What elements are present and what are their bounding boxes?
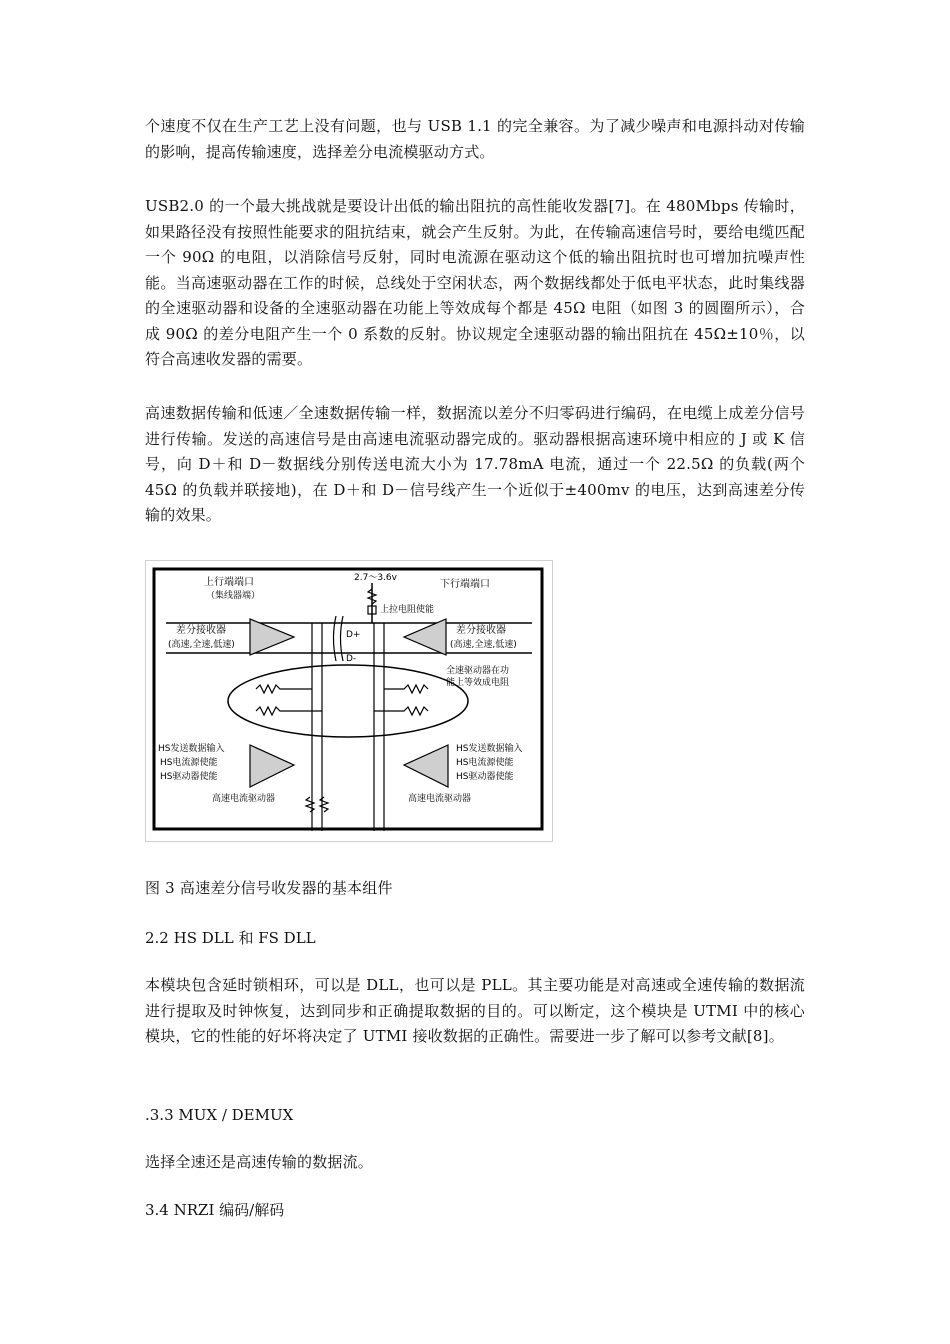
resistor-left-top	[256, 685, 312, 693]
resistor-right-bottom	[374, 707, 428, 715]
label-diff-rx-right-sub: (高速,全速,低速)	[450, 640, 517, 650]
diff-receiver-right	[404, 619, 446, 655]
label-hs-current-en-left: HS电流源使能	[160, 758, 218, 768]
section-heading-3-4: 3.4 NRZI 编码/解码	[145, 1201, 285, 1219]
label-hs-driver-en-left: HS驱动器使能	[160, 772, 218, 782]
section-heading-2-2: 2.2 HS DLL 和 FS DLL	[145, 929, 316, 947]
resistor-right-top	[384, 685, 428, 693]
label-hs-driver-right: 高速电流驱动器	[408, 794, 472, 804]
transceiver-diagram-svg	[146, 561, 552, 841]
diff-receiver-left	[250, 619, 294, 655]
paragraph-mux: 选择全速还是高速传输的数据流。	[145, 1153, 374, 1171]
label-upstream-sub: （集线器端）	[206, 591, 261, 601]
label-diff-rx-left-sub: (高速,全速,低速)	[168, 640, 235, 650]
label-diff-rx-left: 差分接收器	[176, 625, 226, 636]
label-diff-rx-right: 差分接收器	[456, 625, 506, 636]
figure-caption: 图 3 高速差分信号收发器的基本组件	[145, 879, 393, 897]
termination-left	[306, 797, 314, 812]
label-dplus: D+	[346, 630, 361, 640]
paragraph-dll: 本模块包含延时锁相环，可以是 DLL，也可以是 PLL。其主要功能是对高速或全速传输的数据流进行提取及时钟恢复，达到同步和正确提取数据的目的。可以断定，这个模块是 UTMI 中的核心模块，它的性能的好坏将决定了 UTMI 接收数据的正确性。需要进一步了解可以参考文献[8]。	[145, 976, 805, 1045]
label-hs-current-en-right: HS电流源使能	[456, 758, 514, 768]
paragraph-intro: 个速度不仅在生产工艺上没有问题，也与 USB 1.1 的完全兼容。为了减少噪声和电源抖动对传输的影响，提高传输速度，选择差分电流模驱动方式。	[145, 117, 805, 161]
label-hs-data-in-left: HS发送数据输入	[158, 744, 225, 754]
label-voltage: 2.7～3.6v	[354, 573, 397, 583]
paragraph-usb2-transceiver: USB2.0 的一个最大挑战就是要设计出低的输出阻抗的高性能收发器[7]。在 480Mbps 传输时，如果路径没有按照性能要求的阻抗结束，就会产生反射。为此，在传输高速信号时，要给电缆匹配一个 90Ω 的电阻，以消除信号反射，同时电流源在驱动这个低的输出阻抗时也可增加抗噪声性能。当高速驱动器在工作的时候，总线处于空闲状态，两个数据线都处于低电平状态，此时集线器的全速驱动器和设备的全速驱动器在功能上等效成每个都是 45Ω 电阻（如图 3 的圆圈所示），合成 90Ω 的差分电阻产生一个 0 系数的反射。协议规定全速驱动器的输出阻抗在 45Ω±10％，以符合高速收发器的需要。	[145, 197, 805, 368]
label-dminus: D-	[346, 654, 357, 664]
label-fs-equiv-1: 全速驱动器在功	[446, 666, 510, 676]
label-hs-driver-en-right: HS驱动器使能	[456, 772, 514, 782]
label-hs-data-in-right: HS发送数据输入	[456, 744, 523, 754]
hs-driver-right	[404, 745, 448, 787]
label-pullup: 上拉电阻使能	[380, 605, 435, 615]
paragraph-hs-transfer: 高速数据传输和低速／全速数据传输一样，数据流以差分不归零码进行编码，在电缆上成差分信号进行传输。发送的高速信号是由高速电流驱动器完成的。驱动器根据高速环境中相应的 J 或 K 信号，向 D＋和 D－数据线分别传送电流大小为 17.78mA 电流，通过一个 22.5Ω 的负载(两个 45Ω 的负载并联接地)，在 D＋和 D－信号线产生一个近似于±400mv 的电压，达到高速差分传输的效果。	[145, 404, 805, 524]
section-heading-3-3: .3.3 MUX / DEMUX	[145, 1106, 294, 1124]
diagram-border	[154, 569, 542, 829]
figure-hs-transceiver-diagram	[145, 560, 553, 842]
termination-right	[320, 797, 328, 812]
label-hs-driver-left: 高速电流驱动器	[212, 794, 276, 804]
label-fs-equiv-2: 能上等效成电阻	[446, 678, 510, 688]
equivalent-resistor-circle	[228, 665, 468, 737]
label-upstream-port: 上行端端口	[204, 577, 254, 588]
label-downstream-port: 下行端端口	[440, 579, 490, 590]
hs-driver-left	[250, 745, 294, 787]
